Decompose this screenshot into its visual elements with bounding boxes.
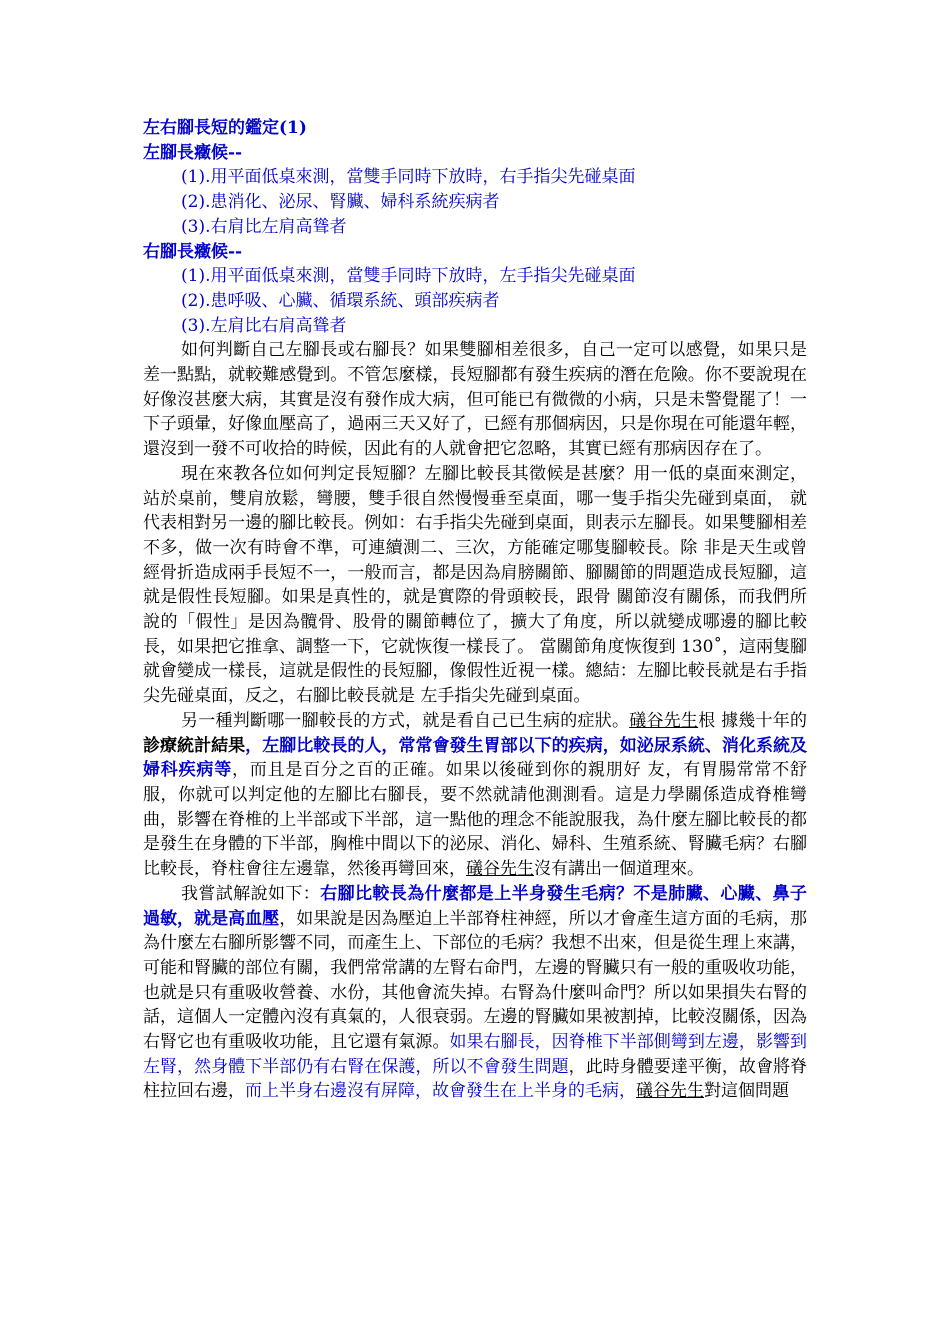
left-long-heading: 左腳長癥候-- [143,142,243,163]
p3-comma: ， [245,735,263,756]
right-long-item-1: (1).用平面低桌來測，當雙手同時下放時，左手指尖先碰桌面 [181,266,636,287]
right-long-item-3: (3).左肩比右肩高聳者 [181,315,347,336]
p3-bold-phrase: 診療統計結果 [143,735,246,756]
p4-text-h: 對這個問題 [704,1081,789,1102]
p4-text-a: 我嘗試解說如下： [181,883,321,904]
p4-blue-d: 如果右腳長，因脊椎下半部側彎到左邊，影響到左腎，然身體下半部仍有右腎在保護，所以不會發生問題 [143,1032,808,1077]
right-long-heading: 右腳長癥候-- [143,241,243,262]
p3-text-f: ，而且是百分之百的正確。如果以後碰到你的親朋好 友，有胃腸常常不舒服，你就可以判定他的左腳比右腳長，要不然就請他測測看。這是力學關係造成脊椎彎曲，影響在脊椎的上半部或下半部，這一點他的理念不能說服我，為什麼左腳比較長的都是發生在身體的下半部，胸椎中間以下的泌尿、消化、婦科、生殖系統、腎臟毛病？右腳比較長，脊柱會往左邊靠，然後再彎回來， [143,760,807,880]
p3-text-g: 沒有講出一個道理來。 [534,859,704,880]
author-name: 礒谷先生 [466,859,534,880]
p3-text-a: 另一種判斷哪一腳較長的方式，就是看自己已生病的症狀。 [181,710,630,731]
paragraph-4 [143,882,807,1104]
left-long-item-3: (3).右肩比左肩高聳者 [181,216,347,237]
document-page [143,116,807,1104]
author-name: 礒谷先生 [636,1081,704,1102]
p4-blue-comma: ， [619,1081,636,1102]
p3-text-b: 根 據幾十年的 [698,710,808,731]
document-title: 左右腳長短的鑑定(1) [143,118,307,138]
left-long-item-2: (2).患消化、泌尿、腎臟、婦科系統疾病者 [181,192,500,213]
left-long-item-1: (1).用平面低桌來測，當雙手同時下放時，右手指尖先碰桌面 [181,167,636,188]
p4-blue-f: 而上半身右邊沒有屏障，故會發生在上半身的毛病 [245,1081,619,1102]
author-name: 礒谷先生 [629,710,699,731]
paragraph-2: 現在來教各位如何判定長短腳？左腳比較長其徵候是甚麼？用一低的桌面來測定，站於桌前，雙肩放鬆，彎腰，雙手很自然慢慢垂至桌面，哪一隻手指尖先碰到桌面， 就代表相對另一邊的腳比較長。例如：右手指尖先碰到桌面，則表示左腳長。如果雙腳相差不多，做一次有時會不準，可連續測二、三次，方能確定哪隻腳較長。除 非是天生或曾經骨折造成兩手長短不一，一般而言，都是因為肩膀關節、腳關節的問題造成長短腳，這就是假性長短腳。如果是真性的，就是實際的骨頭較長，跟骨 關節沒有關係，而我們所說的「假性」是因為髖骨、股骨的關節轉位了，擴大了角度，所以就變成哪邊的腳比較長，如果把它推拿、調整一下，它就恢復一樣長了。 當關節角度恢復到 130˚，這兩隻腳就會變成一樣長，這就是假性的長短腳，像假性近視一樣。總結：左腳比較長就是右手指尖先碰桌面，反之，右腳比較長就是 左手指尖先碰到桌面。 [143,463,807,707]
right-long-item-2: (2).患呼吸、心臟、循環系統、頭部疾病者 [181,290,500,311]
p4-text-c: ，如果說是因為壓迫上半部脊柱神經，所以才會產生這方面的毛病，那為什麼左右腳所影響不同，而產生上、下部位的毛病？我想不出來，但是從生理上來講，可能和腎臟的部位有關，我們常常講的左腎右命門，左邊的腎臟只有一般的重吸收功能，也就是只有重吸收營養、水份，其他會流失掉。右腎為什麼叫命門？所以如果損失右腎的話，這個人一定體內沒有真氣的，人很衰弱。左邊的腎臟如果被割掉，比較沒關係，因為右腎它也有重吸收功能，且它還有氣源。 [143,908,808,1053]
paragraph-1: 如何判斷自己左腳長或右腳長？如果雙腳相差很多，自己一定可以感覺，如果只是差一點點，就較難感覺到。不管怎麼樣，長短腳都有發生疾病的潛在危險。你不要說現在好像沒甚麼大病，其實是沒有發作成大病，但可能已有微微的小病，只是未警覺罷了！一下子頭暈，好像血壓高了，過兩三天又好了，已經有那個病因，只是你現在可能還年輕，還沒到一發不可收拾的時候，因此有的人就會把它忽略，其實已經有那病因存在了。 [143,340,807,460]
p3-highlight: 左腳比較長的人，常常會發生胃部以下的疾病，如泌尿系統、消化系統及婦科疾病等 [143,735,808,781]
paragraph-3 [143,709,807,882]
p4-highlight: 右腳比較長為什麼都是上半身發生毛病？不是肺臟、心臟、鼻子過敏，就是高血壓 [143,883,808,929]
p4-text-e: ，此時身體要達平衡，故會將脊柱拉回右邊， [143,1056,808,1102]
